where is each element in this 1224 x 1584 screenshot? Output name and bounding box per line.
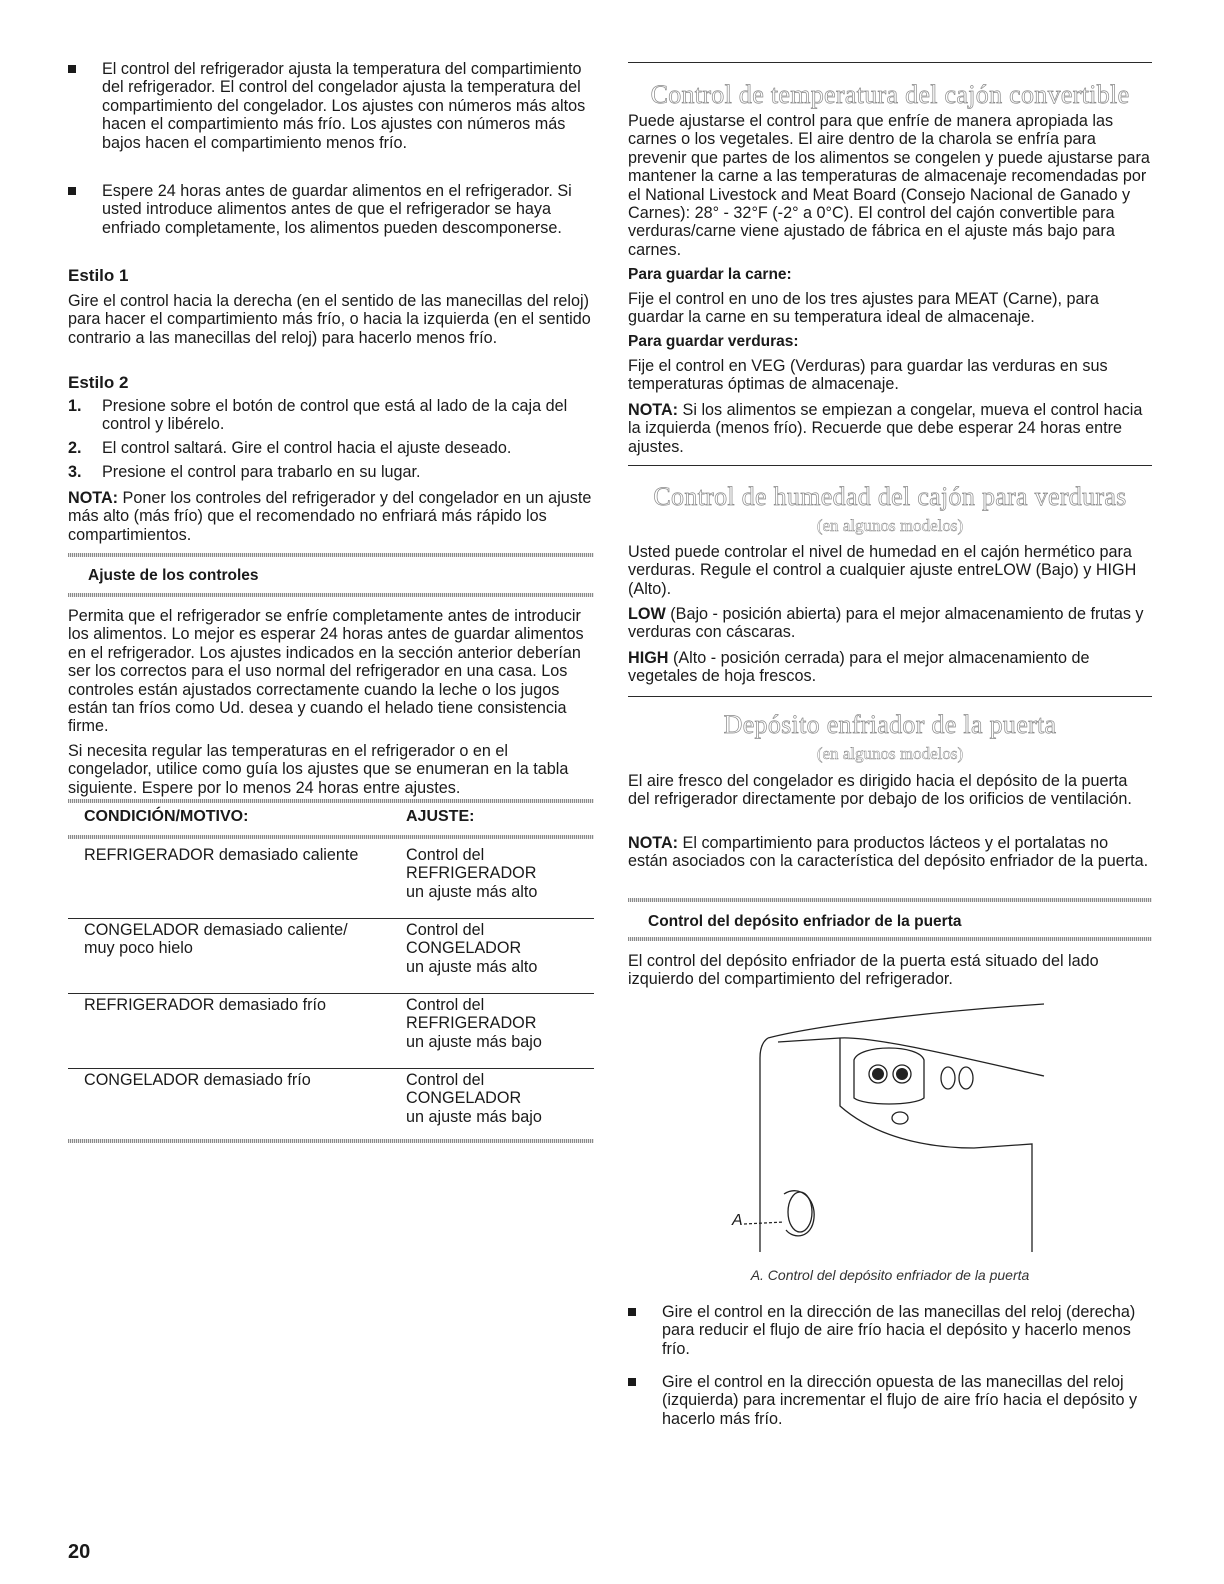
table-header-cell: CONDICIÓN/MOTIVO: <box>84 808 249 825</box>
ajuste-paragraph-1: Permita que el refrigerador se enfríe completamente antes de introducir los alimentos. Lo mejor es esperar 24 horas antes de guardar alimentos en el refrigerador. Los ajustes indicados en la sección anterior deberían ser los correctos para el uso normal del refrigerador en una casa. Los controles están ajustados correctamente cuando la leche o los jugos están tan fríos como Ud. desea y cuando el helado tiene consistencia firme. <box>68 607 584 736</box>
step-item <box>68 439 594 457</box>
table-cell: Control del <box>406 1071 485 1089</box>
table-header <box>68 808 594 826</box>
section-paragraph: Usted puede controlar el nivel de humedad en el cajón hermético para verduras. Regule el control a cualquier ajuste entreLOW (Bajo) y HIGH (Alto). <box>628 543 1137 598</box>
section-paragraph: Puede ajustarse el control para que enfríe de manera apropiada las carnes o los vegetales. El aire dentro de la charola se enfría para prevenir que partes de los alimentos se congelen y puede ajustarse para mantener la carne a las temperaturas de almacenaje recomendadas por el National Livestock and Meat Board (Consejo Nacional de Ganado y Carnes): 28° - 32°F (-2° a 0°C). El control del cajón convertible para verduras/carne viene ajustado de fábrica en el ajuste más bajo para carnes. <box>628 112 1150 259</box>
nota-paragraph <box>68 489 594 544</box>
table-row <box>68 921 594 976</box>
nota-text: Poner los controles del refrigerador y del congelador en un ajuste más alto (más frío) que el recomendado no enfriará más rápido los compartimientos. <box>68 489 592 544</box>
step-item <box>68 397 594 434</box>
step-number: 2. <box>68 439 82 457</box>
table-row <box>68 846 594 901</box>
table-cell: REFRIGERADOR demasiado caliente <box>84 846 359 864</box>
nota-text: El compartimiento para productos lácteos y el portalatas no están asociados con la característica del depósito enfriador de la puerta. <box>628 834 1149 871</box>
divider <box>628 62 1152 63</box>
divider <box>68 593 594 597</box>
table-cell: REFRIGERADOR demasiado frío <box>84 996 326 1014</box>
high-text: (Alto - posición cerrada) para el mejor almacenamiento de vegetales de hoja frescos. <box>628 649 1090 686</box>
table-cell: REFRIGERADOR <box>406 864 537 883</box>
step-text: El control saltará. Gire el control hacia el ajuste deseado. <box>102 439 512 457</box>
nota-label: NOTA: <box>628 834 679 852</box>
divider <box>68 1068 594 1069</box>
section-subtitle: (en algunos modelos) <box>816 744 964 763</box>
table-cell: CONGELADOR <box>406 1089 522 1108</box>
divider <box>68 993 594 994</box>
nota-paragraph <box>628 401 1152 456</box>
list-item: Espere 24 horas antes de guardar alimentos en el refrigerador. Si usted introduce alimentos antes de que el refrigerador se haya enfriado completamente, los alimentos pueden descomponerse. <box>68 182 594 237</box>
step-text: Presione el control para trabarlo en su lugar. <box>102 463 421 481</box>
divider <box>68 918 594 919</box>
low-paragraph <box>628 605 1152 642</box>
ajuste-heading: Ajuste de los controles <box>88 567 259 584</box>
page-number: 20 <box>68 1541 91 1563</box>
divider <box>628 898 1152 902</box>
low-label: LOW <box>628 605 666 623</box>
section-title: Control de temperatura del cajón convertible <box>650 80 1130 109</box>
table-cell: REFRIGERADOR <box>406 1014 537 1033</box>
section-paragraph: El aire fresco del congelador es dirigido hacia el depósito de la puerta del refrigerador directamente por debajo de los orificios de ventilación. <box>628 772 1132 809</box>
divider <box>628 465 1152 466</box>
table-cell: CONGELADOR <box>406 939 522 958</box>
table-cell: Control del <box>406 996 485 1014</box>
ajuste-paragraph-2: Si necesita regular las temperaturas en el refrigerador o en el congelador, utilice como guía los ajustes que se enumeran en la tabla siguiente. Espere por lo menos 24 horas entre ajustes. <box>68 742 569 797</box>
table-header-cell: AJUSTE: <box>406 808 475 825</box>
table-row <box>68 996 594 1051</box>
subsection-heading: Control del depósito enfriador de la puerta <box>648 913 962 930</box>
subsection-paragraph: El control del depósito enfriador de la puerta está situado del lado izquierdo del compartimiento del refrigerador. <box>628 952 1099 989</box>
settings-table <box>68 808 594 826</box>
estilo1-heading: Estilo 1 <box>68 266 129 285</box>
nota-paragraph <box>628 834 1152 871</box>
nota-label: NOTA: <box>68 489 119 507</box>
carne-heading: Para guardar la carne: <box>628 266 792 283</box>
nota-label: NOTA: <box>628 401 679 419</box>
door-bin-control-illustration <box>724 998 1064 1266</box>
estilo1-text: Gire el control hacia la derecha (en el sentido de las manecillas del reloj) para hacer el compartimiento más frío, o hacia la izquierda (en el sentido contrario a las manecillas del reloj) para hacerlo menos frío. <box>68 292 591 347</box>
table-row <box>68 1071 594 1126</box>
divider <box>628 696 1152 697</box>
list-item: Gire el control en la dirección opuesta de las manecillas del reloj (izquierda) para incrementar el flujo de aire frío hacia el depósito y hacerlo más frío. <box>628 1373 1152 1428</box>
carne-text: Fije el control en uno de los tres ajustes para MEAT (Carne), para guardar la carne en su temperatura ideal de almacenaje. <box>628 290 1099 327</box>
table-cell: un ajuste más alto <box>406 882 538 901</box>
high-paragraph <box>628 649 1152 686</box>
estilo2-heading: Estilo 2 <box>68 373 129 392</box>
divider <box>68 835 594 839</box>
list-item: Gire el control en la dirección de las manecillas del reloj (derecha) para reducir el flujo de aire frío hacia el depósito y hacerlo menos frío. <box>628 1303 1152 1358</box>
step-number: 3. <box>68 463 82 481</box>
step-number: 1. <box>68 397 82 415</box>
table-bottom-border <box>68 1139 594 1143</box>
table-cell: un ajuste más bajo <box>406 1107 542 1126</box>
table-cell: Control del <box>406 921 485 939</box>
step-text: Presione sobre el botón de control que está al lado de la caja del control y libérelo. <box>102 397 568 434</box>
nota-text: Si los alimentos se empiezan a congelar, mueva el control hacia la izquierda (menos frío). Recuerde que debe esperar 24 horas entre ajustes. <box>628 401 1143 456</box>
divider <box>68 553 594 557</box>
list-item: El control del refrigerador ajusta la temperatura del compartimiento del refrigerador. El control del congelador ajusta la temperatura del compartimiento del congelador. Los ajustes con números más altos hacen el compartimiento más frío. Los ajustes con números más bajos hacen el compartimiento menos frío. <box>68 60 594 152</box>
step-item <box>68 463 594 481</box>
figure-label: A <box>732 1212 743 1229</box>
verduras-text: Fije el control en VEG (Verduras) para guardar las verduras en sus temperaturas óptimas de almacenaje. <box>628 357 1108 394</box>
section-title: Control de humedad del cajón para verduras <box>653 482 1127 511</box>
section-title: Depósito enfriador de la puerta <box>723 710 1057 739</box>
section-subtitle: (en algunos modelos) <box>816 516 964 535</box>
divider <box>628 937 1152 941</box>
low-text: (Bajo - posición abierta) para el mejor almacenamiento de frutas y verduras con cáscaras. <box>628 605 1144 642</box>
table-cell: CONGELADOR demasiado caliente/ muy poco hielo <box>84 921 348 958</box>
table-cell: CONGELADOR demasiado frío <box>84 1071 311 1089</box>
verduras-heading: Para guardar verduras: <box>628 333 799 350</box>
table-top-border <box>68 799 594 803</box>
high-label: HIGH <box>628 649 669 667</box>
table-cell: un ajuste más bajo <box>406 1032 542 1051</box>
table-cell: un ajuste más alto <box>406 957 538 976</box>
figure-caption: A. Control del depósito enfriador de la puerta <box>750 1267 1030 1283</box>
table-cell: Control del <box>406 846 485 864</box>
